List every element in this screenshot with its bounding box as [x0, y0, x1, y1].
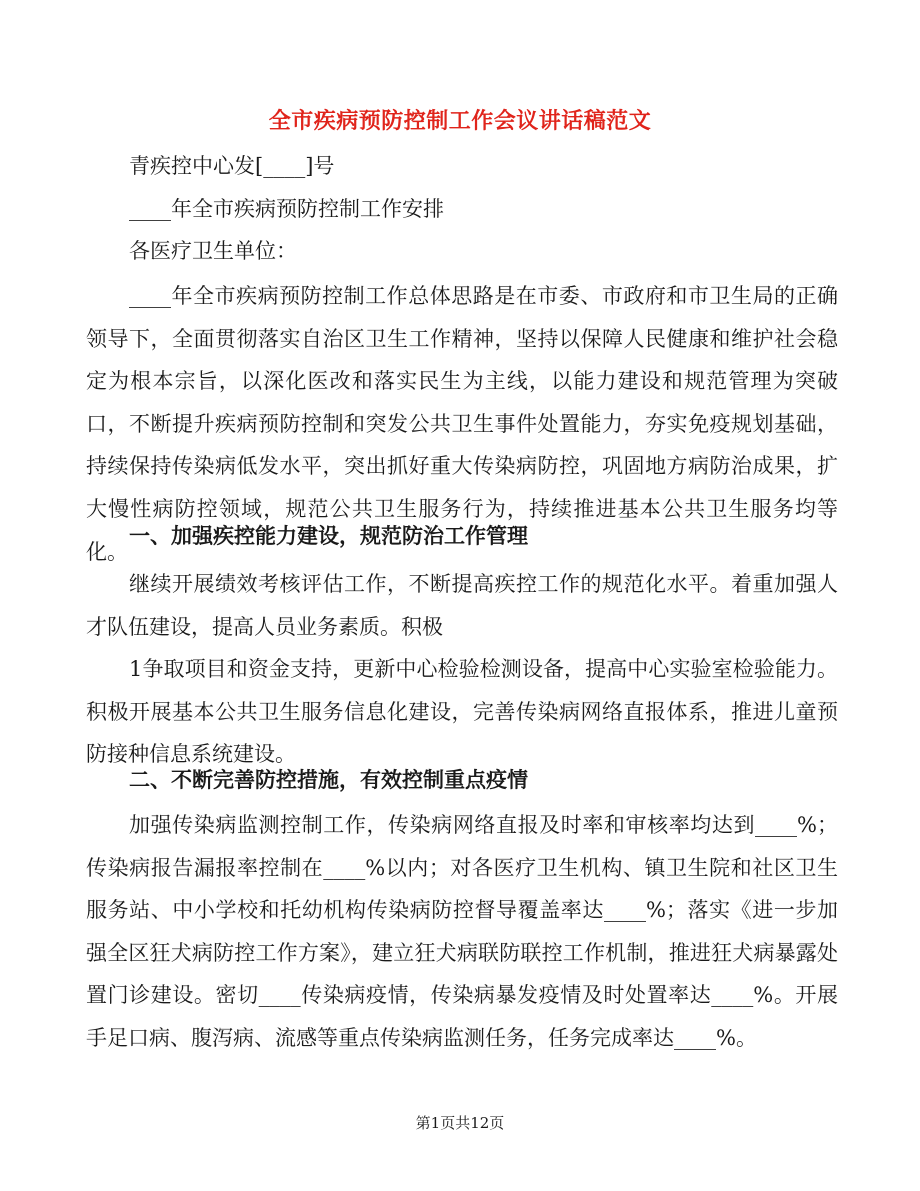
document-number: 青疾控中心发[____]号: [129, 154, 335, 178]
section-2-heading: 二、不断完善防控措施，有效控制重点疫情: [129, 767, 528, 792]
document-subject: ____年全市疾病预防控制工作安排: [129, 197, 444, 221]
document-title: 全市疾病预防控制工作会议讲话稿范文: [268, 108, 652, 134]
section-2-paragraph: 加强传染病监测控制工作，传染病网络直报及时率和审核率均达到____%；传染病报告漏报率控制在____%以内；对各医疗卫生机构、镇卫生院和社区卫生服务站、中小学校和托幼机构传染病防控督导覆盖率达____%；落实《进一步加强全区狂犬病防控工作方案》，建立狂犬病联防联控工作机制，推进狂犬病暴露处置门诊建设。密切____传染病疫情，传染病暴发疫情及时处置率达____%。开展手足口病、腹泻病、流感等重点传染病监测任务，任务完成率达____%。: [86, 813, 838, 1050]
section-1-paragraph-2: 1争取项目和资金支持，更新中心检验检测设备，提高中心实验室检验能力。积极开展基本公共卫生服务信息化建设，完善传染病网络直报体系，推进儿童预防接种信息系统建设。: [86, 657, 838, 767]
section-1-heading: 一、加强疾控能力建设，规范防治工作管理: [129, 523, 528, 548]
intro-paragraph: ____年全市疾病预防控制工作总体思路是在市委、市政府和市卫生局的正确领导下，全面贯彻落实自治区卫生工作精神，坚持以保障人民健康和维护社会稳定为根本宗旨，以深化医改和落实民生为主线，以能力建设和规范管理为突破口，不断提升疾病预防控制和突发公共卫生事件处置能力，夯实免疫规划基础，持续保持传染病低发水平，突出抓好重大传染病防控，巩固地方病防治成果，扩大慢性病防控领域，规范公共卫生服务行为，持续推进基本公共卫生服务均等化。: [86, 284, 838, 564]
section-1-paragraph-1: 继续开展绩效考核评估工作，不断提高疾控工作的规范化水平。着重加强人才队伍建设，提高人员业务素质。积极: [86, 572, 838, 639]
page-indicator: 第1页共12页: [415, 1114, 505, 1132]
addressee: 各医疗卫生单位：: [129, 239, 297, 263]
